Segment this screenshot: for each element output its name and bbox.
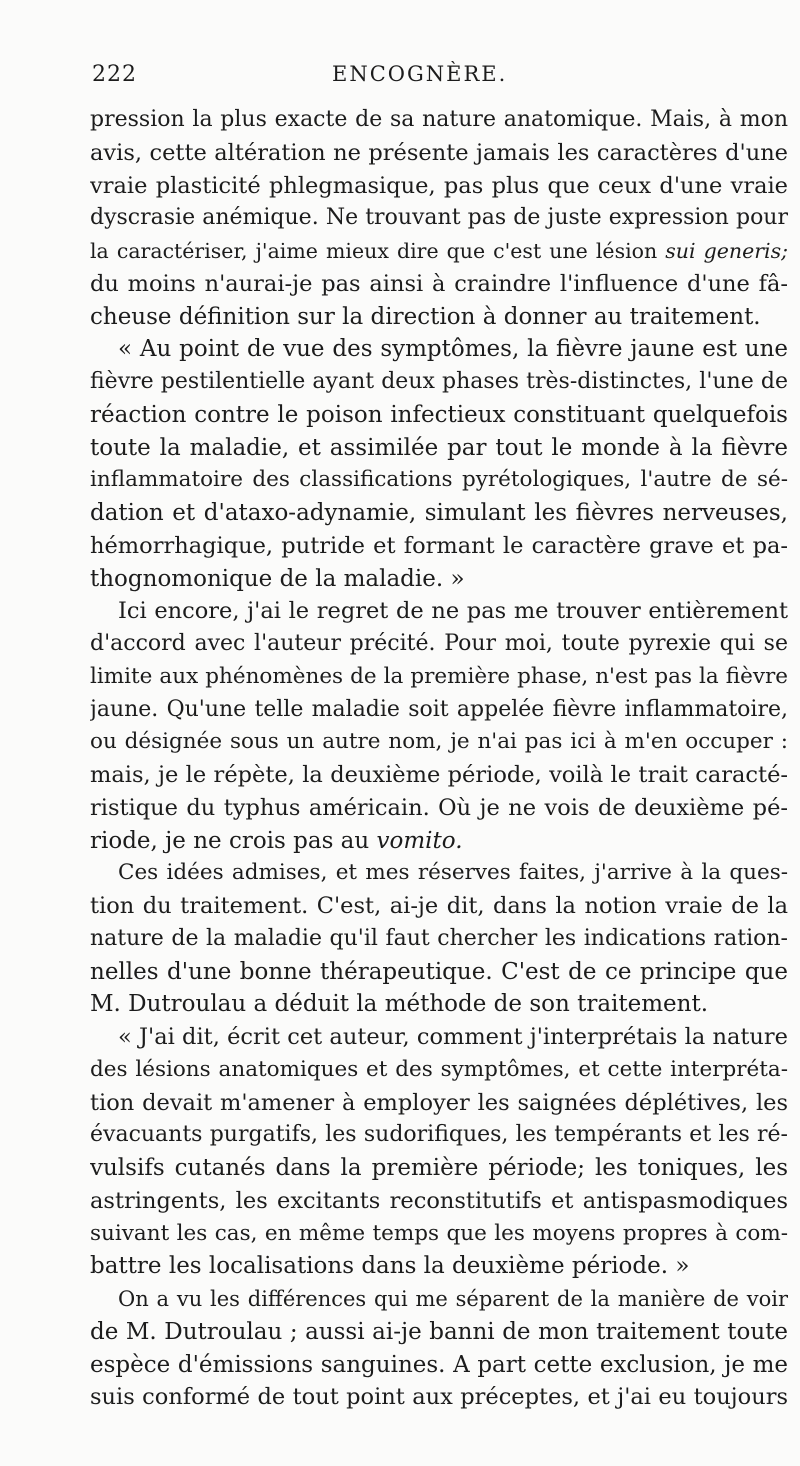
text-line: M. Dutroulau a déduit la méthode de son traitement. — [90, 991, 709, 1018]
text-line: tion devait m'amener à employer les saignées déplétives, les — [90, 1089, 788, 1116]
text-line: jaune. Qu'une telle maladie soit appelée fièvre inflammatoire, — [90, 696, 788, 722]
text-line: « J'ai dit, écrit cet auteur, comment j'interprétais la nature — [118, 1024, 788, 1050]
text-line: cheuse définition sur la direction à donner au traitement. — [90, 303, 761, 330]
text-line: vulsifs cutanés dans la première période; les toniques, les — [90, 1155, 788, 1181]
text-line: de M. Dutroulau ; aussi ai-je banni de mon traitement toute — [90, 1318, 788, 1345]
text-line: astringents, les excitants reconstitutifs et antispasmodiques — [90, 1187, 788, 1214]
text-line: pression la plus exacte de sa nature anatomique. Mais, à mon — [90, 107, 788, 132]
text-line: « Au point de vue des symptômes, la fièvre jaune est une — [118, 336, 788, 363]
text-line: dation et d'ataxo-adynamie, simulant les fièvres nerveuses, — [90, 500, 788, 526]
text-line: riode, je ne crois pas au vomito. — [90, 827, 463, 854]
text-line: Ces idées admises, et mes réserves faites, j'arrive à la ques- — [118, 860, 788, 886]
text-line: la caractériser, j'aime mieux dire que c'est une lésion sui generis; — [90, 239, 788, 263]
text-line: hémorrhagique, putride et formant le caractère grave et pa- — [90, 532, 788, 559]
text-line: ristique du typhus américain. Où je ne vois de deuxième pé- — [90, 794, 788, 821]
page-number: 222 — [92, 62, 137, 87]
text-line: évacuants purgatifs, les sudorifiques, les tempérants et les ré- — [90, 1122, 788, 1148]
italic-phrase: sui generis; — [665, 239, 788, 263]
page-header — [92, 62, 792, 92]
text-line: nelles d'une bonne thérapeutique. C'est de ce principe que — [90, 958, 788, 985]
text-line: réaction contre le poison infectieux constituant quelquefois — [90, 401, 788, 428]
text-line: fièvre pestilentielle ayant deux phases très-distinctes, l'une de — [90, 369, 788, 394]
text-line: dyscrasie anémique. Ne trouvant pas de juste expression pour — [90, 205, 788, 231]
text-line: d'accord avec l'auteur précité. Pour moi, toute pyrexie qui se — [90, 631, 788, 656]
text-line: ou désignée sous un autre nom, je n'ai pas ici à m'en occuper : — [90, 729, 788, 755]
text-line: battre les localisations dans la deuxième période. » — [90, 1253, 690, 1280]
text-line: suis conformé de tout point aux préceptes, et j'ai eu toujours — [90, 1384, 788, 1411]
text-line: tion du traitement. C'est, ai-je dit, dans la notion vraie de la — [90, 893, 788, 919]
body-text — [90, 104, 788, 1414]
text-line: espèce d'émissions sanguines. A part cette exclusion, je me — [90, 1351, 788, 1378]
text-line: suivant les cas, en même temps que les moyens propres à com- — [90, 1220, 788, 1246]
text-line: On a vu les différences qui me séparent de la manière de voir — [118, 1287, 788, 1311]
text-line: avis, cette altération ne présente jamais les caractères d'une — [90, 139, 788, 166]
text-line: du moins n'aurai-je pas ainsi à craindre l'influence d'une fâ- — [90, 270, 788, 297]
text-line: mais, je le répète, la deuxième période, voilà le trait caracté- — [90, 762, 788, 788]
text-line: limite aux phénomènes de la première phase, n'est pas la fièvre — [90, 663, 788, 689]
running-head: ENCOGNÈRE. — [332, 62, 508, 86]
text-line: vraie plasticité phlegmasique, pas plus que ceux d'une vraie — [90, 172, 788, 199]
text-line: nature de la maladie qu'il faut chercher les indications ration- — [90, 925, 788, 951]
text-line: thognomonique de la maladie. » — [90, 565, 465, 592]
text-line: toute la maladie, et assimilée par tout le monde à la fièvre — [90, 434, 788, 461]
italic-phrase: vomito. — [376, 827, 463, 854]
text-line: Ici encore, j'ai le regret de ne pas me trouver entièrement — [118, 598, 788, 625]
text-line: inflammatoire des classifications pyrétologiques, l'autre de sé- — [90, 467, 788, 493]
text-line: des lésions anatomiques et des symptômes, et cette interpréta- — [90, 1056, 788, 1082]
